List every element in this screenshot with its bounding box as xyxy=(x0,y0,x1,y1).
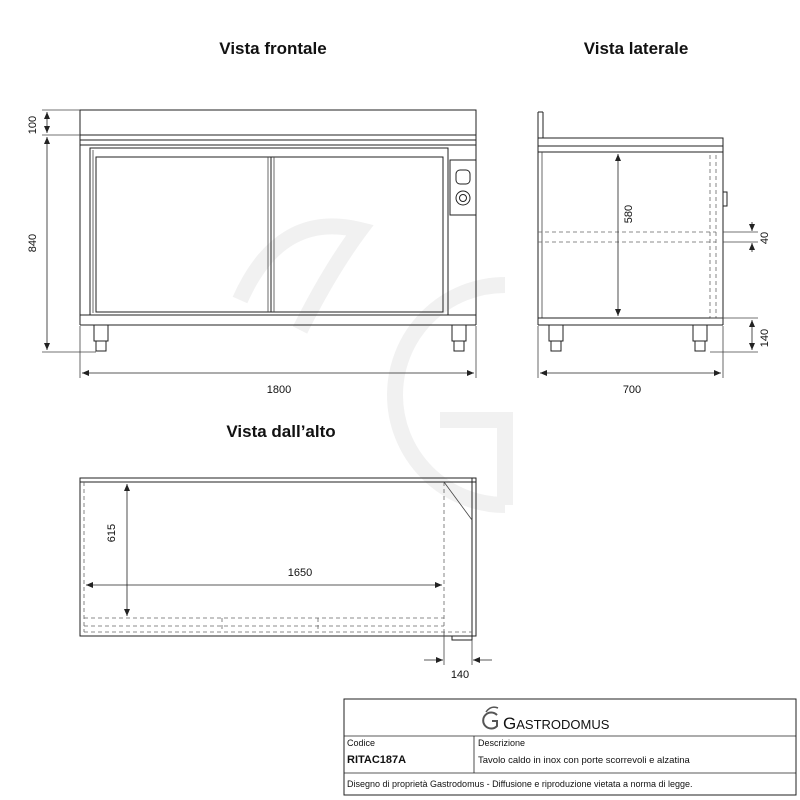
description-label: Descrizione xyxy=(478,738,526,748)
dim-front-total-height: 840 xyxy=(27,233,39,253)
description-value: Tavolo caldo in inox con porte scorrevoli e alzatina xyxy=(478,755,690,766)
dim-side-leg-height: 140 xyxy=(759,328,771,348)
dim-side-depth: 700 xyxy=(622,384,642,396)
watermark-logo xyxy=(240,226,505,505)
title-front-view: Vista frontale xyxy=(219,39,327,58)
dim-top-side-width: 140 xyxy=(450,669,470,681)
title-block xyxy=(344,699,796,795)
copyright-footer: Disegno di proprietà Gastrodomus - Diffusione e riproduzione vietata a norma di legge. xyxy=(347,779,693,789)
side-view xyxy=(538,112,727,351)
dim-front-width: 1800 xyxy=(266,384,292,396)
top-view xyxy=(80,478,476,640)
dim-top-depth: 615 xyxy=(106,523,118,543)
dim-front-top-height: 100 xyxy=(27,115,39,135)
dim-side-shelf-gap: 40 xyxy=(759,231,771,245)
brand-name: GASTRODOMUS xyxy=(503,714,610,733)
front-view xyxy=(80,110,476,351)
top-dimensions xyxy=(86,484,492,681)
title-top-view: Vista dall’alto xyxy=(226,422,336,441)
code-value: RITAC187A xyxy=(347,754,407,766)
title-side-view: Vista laterale xyxy=(583,39,689,58)
side-dimensions xyxy=(538,154,771,396)
dim-side-cabinet-height: 580 xyxy=(623,204,635,224)
dim-top-length: 1650 xyxy=(287,567,313,579)
code-label: Codice xyxy=(347,738,376,748)
